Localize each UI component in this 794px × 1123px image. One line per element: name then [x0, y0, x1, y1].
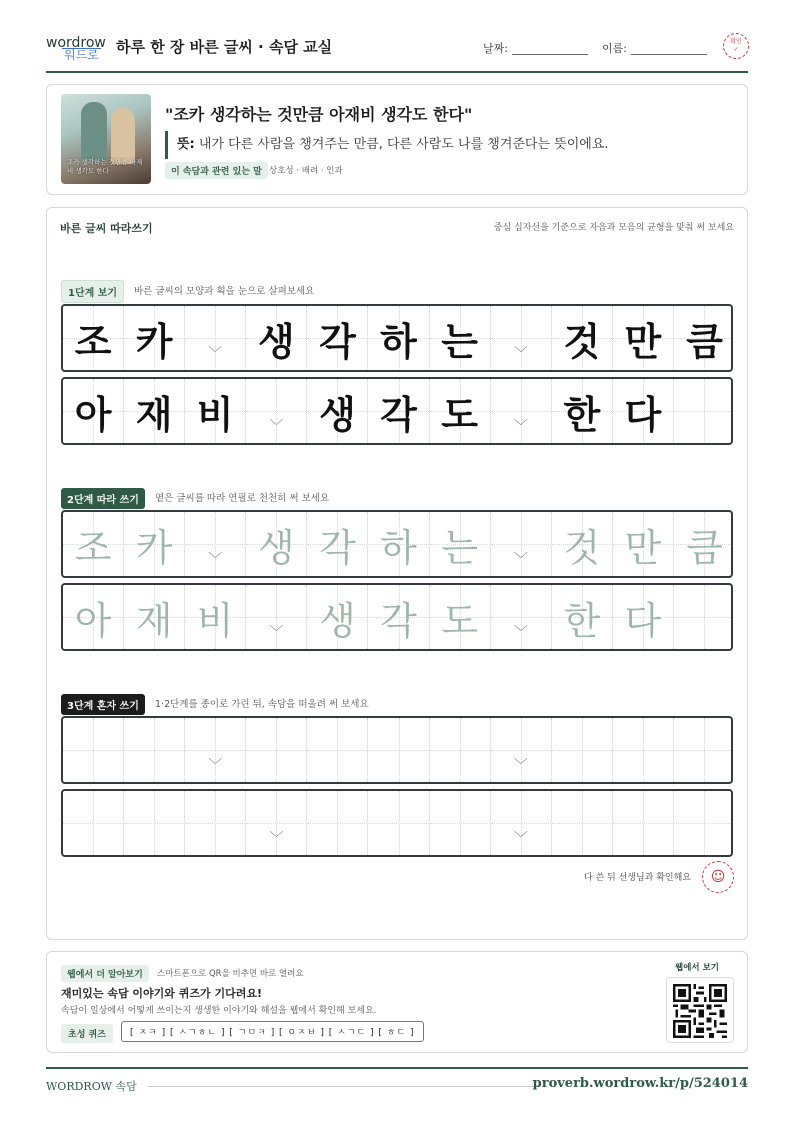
grid-char: 하 [380, 525, 417, 570]
grid-cell[interactable] [430, 585, 491, 649]
space-mark-icon: ﹀ [513, 552, 528, 568]
grid-char: 하 [380, 319, 417, 364]
grid-cell[interactable] [185, 791, 246, 855]
grid-cell[interactable] [124, 585, 185, 649]
related-words: 상호성 · 배려 · 인과 [269, 166, 343, 176]
grid-char: 한 [563, 392, 601, 437]
practice-section [46, 207, 748, 940]
grid-cell [674, 379, 733, 443]
grid-char: 는 [441, 319, 478, 364]
grid-cell[interactable] [613, 791, 674, 855]
proverb-illustration [61, 94, 151, 184]
step3-row-1[interactable] [61, 716, 733, 784]
grid-cell [491, 379, 552, 443]
grid-cell[interactable] [613, 718, 674, 782]
grid-cell[interactable] [613, 512, 674, 576]
grid-cell[interactable] [552, 718, 613, 782]
grid-char: 만 [624, 319, 662, 364]
grid-char: 다 [624, 598, 662, 643]
illustration-caption: 조카 생각하는 것만큼 아재비 생각도 한다 [67, 158, 143, 175]
grid-cell [307, 379, 368, 443]
step1-desc: 바른 글씨의 모양과 획을 눈으로 살펴보세요 [134, 286, 315, 297]
web-tag: 웹에서 더 알아보기 [61, 965, 149, 982]
grid-cell [613, 379, 674, 443]
footer-divider [148, 1086, 538, 1087]
space-mark-icon: ﹀ [513, 419, 528, 435]
grid-cell[interactable] [368, 585, 429, 649]
qr-code-icon[interactable] [666, 977, 734, 1043]
grid-char: 비 [196, 598, 234, 643]
grid-cell [185, 379, 246, 443]
page-header [46, 30, 748, 73]
footer-brand: WORDROW 속담 [46, 1080, 137, 1093]
grid-char: 는 [441, 525, 478, 570]
grid-cell[interactable] [552, 791, 613, 855]
grid-cell[interactable] [552, 512, 613, 576]
date-label: 날짜: [483, 42, 508, 55]
grid-cell[interactable] [246, 718, 307, 782]
grid-cell [674, 306, 733, 370]
space-mark-icon: ﹀ [513, 625, 528, 641]
grid-cell [552, 306, 613, 370]
proverb-meaning [165, 131, 609, 159]
grid-cell[interactable] [430, 791, 491, 855]
proverb-card [46, 84, 748, 195]
grid-char: 한 [563, 598, 601, 643]
grid-char: 각 [380, 392, 417, 437]
grid-cell [552, 379, 613, 443]
grid-cell[interactable] [430, 512, 491, 576]
grid-char: 생 [319, 598, 356, 643]
grid-char: 만 [624, 525, 662, 570]
logo-text: wordrow [46, 35, 106, 51]
grid-char: 카 [135, 319, 173, 364]
grid-cell [124, 306, 185, 370]
space-mark-icon: ﹀ [513, 831, 528, 847]
confirm-text: 다 쓴 뒤 선생님과 확인해요 [583, 873, 691, 883]
grid-char: 것 [563, 525, 601, 570]
practice-heading: 바른 글씨 따라쓰기 [60, 222, 153, 235]
footer-url[interactable]: proverb.wordrow.kr/p/524014 [532, 1076, 748, 1091]
grid-char: 도 [441, 392, 478, 437]
grid-cell[interactable] [124, 791, 185, 855]
step2-row-1[interactable] [61, 510, 733, 578]
step2-badge: 2단계 따라 쓰기 [61, 488, 145, 509]
grid-cell[interactable] [368, 718, 429, 782]
grid-cell[interactable] [246, 791, 307, 855]
grid-char: 생 [257, 319, 295, 364]
proverb-title: "조카 생각하는 것만큼 아재비 생각도 한다" [165, 105, 473, 124]
grid-cell[interactable] [368, 512, 429, 576]
grid-char: 생 [257, 525, 295, 570]
space-mark-icon: ﹀ [513, 346, 528, 362]
grid-cell[interactable] [307, 585, 368, 649]
grid-cell[interactable] [307, 718, 368, 782]
logo-subtext: 워드로 [64, 48, 99, 62]
worksheet-title: 하루 한 장 바른 글씨 · 속담 교실 [116, 38, 333, 56]
grid-cell[interactable] [185, 585, 246, 649]
grid-cell[interactable] [368, 791, 429, 855]
grid-cell [63, 379, 124, 443]
grid-cell [246, 306, 307, 370]
grid-cell[interactable] [246, 585, 307, 649]
grid-char: 재 [135, 392, 173, 437]
step2-row-2[interactable] [61, 583, 733, 651]
grid-cell[interactable] [307, 791, 368, 855]
grid-char: 큼 [686, 525, 723, 570]
step2-desc: 옅은 글씨를 따라 연필로 천천히 써 보세요 [155, 493, 330, 504]
grid-cell [613, 306, 674, 370]
grid-cell [430, 306, 491, 370]
grid-char: 다 [624, 392, 662, 437]
web-title: 재미있는 속담 이야기와 퀴즈가 기다려요! [61, 987, 262, 1000]
grid-char: 조 [74, 319, 112, 364]
space-mark-icon: ﹀ [208, 758, 223, 774]
related-label: 이 속담과 관련 있는 말 [165, 162, 268, 179]
step1-row-2 [61, 377, 733, 445]
grid-cell [63, 306, 124, 370]
grid-cell[interactable] [63, 585, 124, 649]
grid-cell[interactable] [63, 791, 124, 855]
practice-hint: 중심 십자선을 기준으로 자음과 모음의 균형을 맞춰 써 보세요 [493, 223, 734, 233]
space-mark-icon: ﹀ [269, 625, 284, 641]
space-mark-icon: ﹀ [513, 758, 528, 774]
date-field[interactable] [512, 54, 588, 55]
grid-cell [124, 379, 185, 443]
grid-cell[interactable] [124, 718, 185, 782]
grid-cell [430, 379, 491, 443]
page-footer [46, 1067, 748, 1099]
step3-badge: 3단계 혼자 쓰기 [61, 694, 145, 715]
grid-char: 것 [563, 319, 601, 364]
space-mark-icon: ﹀ [269, 831, 284, 847]
grid-char: 비 [196, 392, 234, 437]
grid-cell [368, 306, 429, 370]
grid-char: 아 [74, 598, 112, 643]
name-field[interactable] [631, 54, 707, 55]
web-section [46, 951, 748, 1053]
grid-cell[interactable] [246, 512, 307, 576]
grid-char: 각 [380, 598, 417, 643]
grid-char: 생 [319, 392, 356, 437]
grid-cell[interactable] [185, 718, 246, 782]
space-mark-icon: ﹀ [208, 552, 223, 568]
grid-char: 도 [441, 598, 478, 643]
grid-char: 재 [135, 598, 173, 643]
grid-cell[interactable] [674, 791, 733, 855]
space-mark-icon: ﹀ [269, 419, 284, 435]
grid-char: 카 [135, 525, 173, 570]
grid-cell[interactable] [674, 512, 733, 576]
meaning-text: 내가 다른 사람을 챙겨주는 만큼, 다른 사람도 나를 챙겨준다는 뜻이에요. [198, 137, 609, 152]
check-stamp-icon: 확인 ✓ [723, 33, 749, 59]
grid-cell[interactable] [124, 512, 185, 576]
step3-desc: 1·2단계를 종이로 가린 뒤, 속담을 떠올려 써 보세요 [155, 699, 369, 710]
grid-cell[interactable] [491, 585, 552, 649]
grid-cell [491, 306, 552, 370]
grid-cell[interactable] [674, 585, 733, 649]
quiz-label: 초성 퀴즈 [61, 1024, 113, 1043]
grid-char: 큼 [686, 319, 723, 364]
grid-cell[interactable] [63, 718, 124, 782]
meaning-label: 뜻: [177, 137, 195, 152]
grid-cell[interactable] [491, 791, 552, 855]
grid-cell[interactable] [430, 718, 491, 782]
grid-cell[interactable] [63, 512, 124, 576]
step1-badge: 1단계 보기 [61, 280, 124, 303]
grid-cell[interactable] [613, 585, 674, 649]
grid-cell[interactable] [307, 512, 368, 576]
grid-cell[interactable] [674, 718, 733, 782]
grid-cell [246, 379, 307, 443]
wordrow-logo [46, 35, 108, 61]
grid-char: 조 [74, 525, 112, 570]
grid-cell [307, 306, 368, 370]
grid-cell [368, 379, 429, 443]
grid-cell[interactable] [552, 585, 613, 649]
web-tag-desc: 스마트폰으로 QR을 비추면 바로 열려요 [157, 969, 304, 979]
grid-char: 각 [319, 319, 356, 364]
qr-label: 웹에서 보기 [674, 963, 719, 973]
grid-char: 각 [319, 525, 356, 570]
space-mark-icon: ﹀ [208, 346, 223, 362]
step3-row-2[interactable] [61, 789, 733, 857]
step1-row-1 [61, 304, 733, 372]
grid-cell[interactable] [491, 718, 552, 782]
grid-cell[interactable] [185, 512, 246, 576]
web-desc: 속담이 일상에서 어떻게 쓰이는지 생생한 이야기와 해설을 웹에서 확인해 보세요. [61, 1006, 377, 1016]
grid-cell[interactable] [491, 512, 552, 576]
grid-char: 아 [74, 392, 112, 437]
grid-cell [185, 306, 246, 370]
teacher-stamp-icon: ☺ [702, 861, 734, 893]
chosung-quiz: [ ㅈㅋ ] [ ㅅㄱㅎㄴ ] [ ㄱㅁㅋ ] [ ㅇㅈㅂ ] [ ㅅㄱㄷ ] [ ㅎㄷ ] [121, 1021, 424, 1042]
name-label: 이름: [602, 42, 627, 55]
